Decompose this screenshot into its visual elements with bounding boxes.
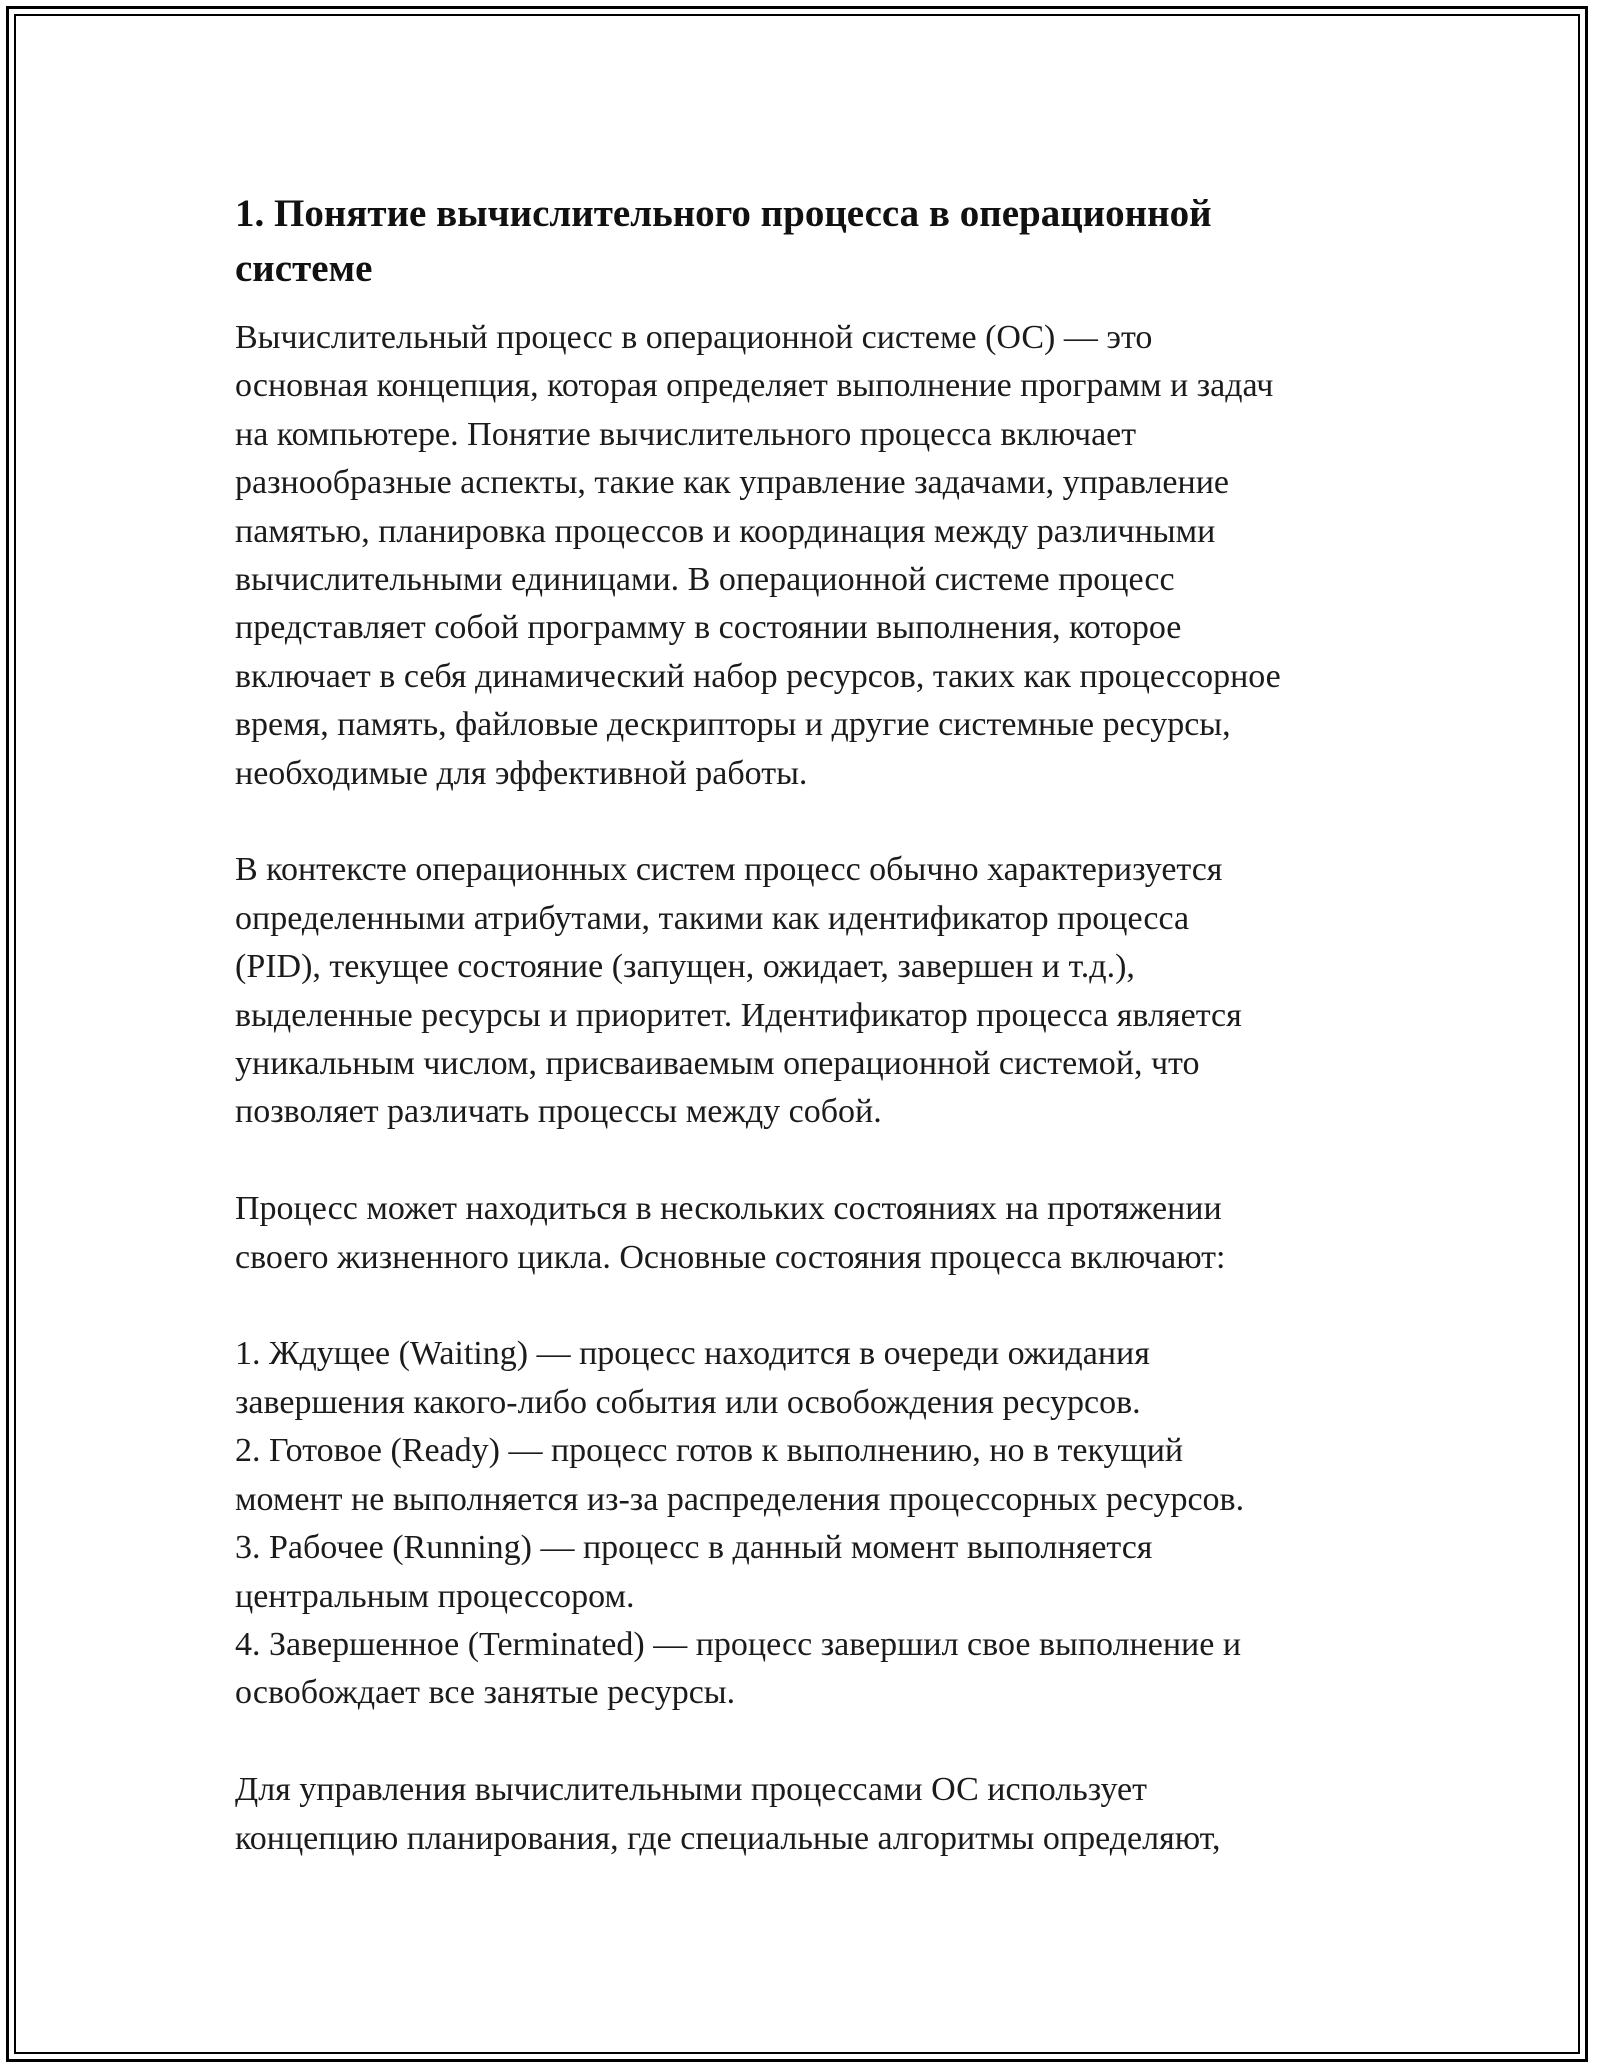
list-item-line: момент не выполняется из-за распределения процессорных ресурсов. — [235, 1480, 1245, 1518]
section-title — [235, 186, 1385, 296]
title-line: 1. Понятие вычислительного процесса в операционной — [235, 192, 1212, 235]
text-line: на компьютере. Понятие вычислительного процесса включает — [235, 415, 1137, 453]
text-line: уникальным числом, присваиваемым операционной системой, что — [235, 1045, 1200, 1083]
list-item-line: освобождает все занятые ресурсы. — [235, 1674, 736, 1712]
paragraph-states-intro — [235, 1185, 1385, 1282]
text-line: Процесс может находиться в нескольких состояниях на протяжении — [235, 1190, 1222, 1228]
text-line: своего жизненного цикла. Основные состояния процесса включают: — [235, 1238, 1226, 1276]
text-line: определенными атрибутами, такими как идентификатор процесса — [235, 899, 1190, 937]
paragraph-attributes — [235, 846, 1385, 1136]
list-item-line: завершения какого-либо события или освобождения ресурсов. — [235, 1383, 1141, 1421]
text-line: разнообразные аспекты, такие как управление задачами, управление — [235, 464, 1230, 502]
text-line: основная концепция, которая определяет выполнение программ и задач — [235, 367, 1274, 405]
list-item-line: 1. Ждущее (Waiting) — процесс находится в очереди ожидания — [235, 1335, 1150, 1373]
text-line: Вычислительный процесс в операционной системе (ОС) — это — [235, 319, 1153, 356]
text-line: выделенные ресурсы и приоритет. Идентификатор процесса является — [235, 996, 1242, 1034]
text-line: В контексте операционных систем процесс обычно характеризуется — [235, 851, 1223, 889]
document-content — [235, 186, 1385, 1911]
paragraph-scheduling — [235, 1766, 1385, 1863]
list-item-line: 3. Рабочее (Running) — процесс в данный момент выполняется — [235, 1529, 1153, 1567]
text-line: концепцию планирования, где специальные алгоритмы определяют, — [235, 1819, 1221, 1857]
text-line: Для управления вычислительными процессами ОС использует — [235, 1771, 1147, 1809]
paragraph-intro — [235, 314, 1385, 798]
text-line: время, память, файловые дескрипторы и другие системные ресурсы, — [235, 706, 1231, 744]
text-line: включает в себя динамический набор ресурсов, таких как процессорное — [235, 657, 1281, 695]
list-item-line: 4. Завершенное (Terminated) — процесс завершил свое выполнение и — [235, 1625, 1242, 1663]
title-line: системе — [235, 247, 373, 290]
text-line: позволяет различать процессы между собой. — [235, 1093, 882, 1131]
text-line: вычислительными единицами. В операционной системе процесс — [235, 561, 1175, 599]
list-item-line: центральным процессором. — [235, 1577, 635, 1615]
states-list — [235, 1330, 1385, 1717]
text-line: необходимые для эффективной работы. — [235, 754, 808, 792]
text-line: представляет собой программу в состоянии выполнения, которое — [235, 609, 1182, 647]
text-line: памятью, планировка процессов и координация между различными — [235, 512, 1216, 550]
text-line: (PID), текущее состояние (запущен, ожидает, завершен и т.д.), — [235, 948, 1135, 986]
list-item-line: 2. Готовое (Ready) — процесс готов к выполнению, но в текущий — [235, 1432, 1184, 1470]
